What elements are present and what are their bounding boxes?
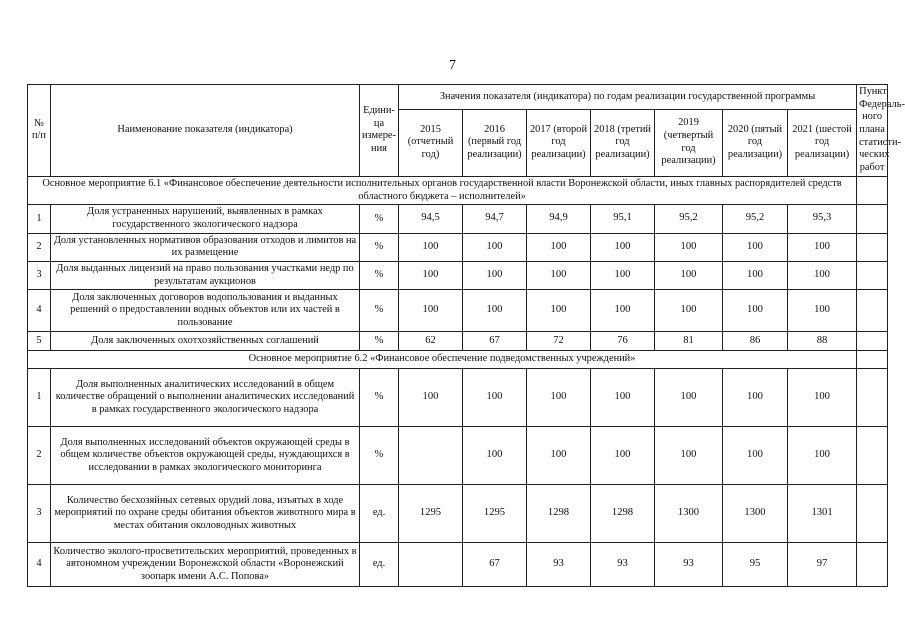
indicator-name: Доля выданных лицензий на право пользования участками недр по результатам аукционов	[51, 261, 360, 289]
unit-cell: %	[360, 332, 399, 351]
value-cell: 94,7	[463, 205, 527, 233]
plan-point-cell	[857, 369, 888, 427]
value-cell: 86	[723, 332, 788, 351]
value-cell: 95,1	[591, 205, 655, 233]
row-number: 5	[28, 332, 51, 351]
table-row	[28, 205, 888, 233]
section-title: Основное мероприятие 6.2 «Финансовое обеспечение подведомственных учреждений»	[28, 351, 857, 369]
value-cell: 93	[655, 543, 723, 587]
value-cell: 100	[788, 290, 857, 332]
indicator-name: Доля устраненных нарушений, выявленных в рамках государственного экологического надзора	[51, 205, 360, 233]
plan-point-cell	[857, 261, 888, 289]
table-row	[28, 427, 888, 485]
value-cell: 100	[527, 369, 591, 427]
value-cell: 100	[655, 369, 723, 427]
unit-cell: %	[360, 427, 399, 485]
value-cell: 100	[463, 290, 527, 332]
value-cell: 100	[399, 233, 463, 261]
value-cell	[399, 543, 463, 587]
indicator-name: Количество эколого-просветительских мероприятий, проведенных в автономном учреждении Воронежской области «Воронежский зоопарк имени А.С. Попова»	[51, 543, 360, 587]
header-year-2018: 2018 (третий год реализации)	[591, 109, 655, 176]
unit-cell: %	[360, 233, 399, 261]
header-year-2020: 2020 (пятый год реализации)	[723, 109, 788, 176]
row-number: 4	[28, 543, 51, 587]
unit-cell: %	[360, 369, 399, 427]
row-number: 4	[28, 290, 51, 332]
unit-cell: %	[360, 290, 399, 332]
value-cell: 100	[591, 290, 655, 332]
table-row	[28, 290, 888, 332]
value-cell: 1298	[527, 485, 591, 543]
value-cell: 93	[527, 543, 591, 587]
header-unit: Едини-ца измере-ния	[360, 85, 399, 177]
value-cell: 100	[463, 427, 527, 485]
plan-point-cell	[857, 485, 888, 543]
indicator-name: Доля выполненных аналитических исследований в общем количестве обращений о выполнении аналитических исследований в рамках государственного экологического надзора	[51, 369, 360, 427]
value-cell: 100	[463, 233, 527, 261]
value-cell: 100	[655, 261, 723, 289]
value-cell: 1295	[463, 485, 527, 543]
table-row	[28, 261, 888, 289]
value-cell: 95	[723, 543, 788, 587]
indicator-name: Доля заключенных договоров водопользования и выданных решений о предоставлении водных объектов или их частей в пользование	[51, 290, 360, 332]
value-cell: 1300	[723, 485, 788, 543]
value-cell: 100	[399, 290, 463, 332]
unit-cell: %	[360, 261, 399, 289]
value-cell: 100	[655, 233, 723, 261]
value-cell: 100	[591, 233, 655, 261]
value-cell: 100	[591, 427, 655, 485]
value-cell: 100	[788, 427, 857, 485]
indicator-name: Доля выполненных исследований объектов окружающей среды в общем количестве объектов окружающей среды, нуждающихся в исследовании в рамках экологического мониторинга	[51, 427, 360, 485]
table-row	[28, 332, 888, 351]
section-plan-cell	[857, 176, 888, 204]
value-cell: 88	[788, 332, 857, 351]
header-plan-point: Пункт Федераль-ного плана статисти-ческих работ	[857, 85, 888, 177]
plan-point-cell	[857, 290, 888, 332]
unit-cell: %	[360, 205, 399, 233]
value-cell: 72	[527, 332, 591, 351]
plan-point-cell	[857, 332, 888, 351]
value-cell: 100	[788, 261, 857, 289]
value-cell: 100	[463, 369, 527, 427]
value-cell: 100	[399, 369, 463, 427]
indicator-name: Количество бесхозяйных сетевых орудий лова, изъятых в ходе мероприятий по охране среды обитания объектов животного мира в местах обитания околоводных животных	[51, 485, 360, 543]
value-cell: 100	[788, 369, 857, 427]
header-year-2017: 2017 (второй год реализации)	[527, 109, 591, 176]
value-cell: 67	[463, 332, 527, 351]
table-row	[28, 233, 888, 261]
plan-point-cell	[857, 543, 888, 587]
unit-cell: ед.	[360, 543, 399, 587]
table-row	[28, 485, 888, 543]
indicator-name: Доля заключенных охотхозяйственных соглашений	[51, 332, 360, 351]
row-number: 2	[28, 233, 51, 261]
row-number: 1	[28, 205, 51, 233]
value-cell: 76	[591, 332, 655, 351]
header-year-2021: 2021 (шестой год реализации)	[788, 109, 857, 176]
table-row	[28, 369, 888, 427]
plan-point-cell	[857, 427, 888, 485]
row-number: 3	[28, 485, 51, 543]
value-cell: 100	[527, 261, 591, 289]
indicators-table	[27, 84, 905, 587]
value-cell: 94,5	[399, 205, 463, 233]
value-cell: 100	[591, 369, 655, 427]
value-cell: 100	[527, 233, 591, 261]
value-cell: 100	[655, 290, 723, 332]
value-cell: 95,2	[723, 205, 788, 233]
value-cell: 1295	[399, 485, 463, 543]
table-row	[28, 543, 888, 587]
page-number: 7	[449, 58, 456, 73]
value-cell: 81	[655, 332, 723, 351]
value-cell: 97	[788, 543, 857, 587]
unit-cell: ед.	[360, 485, 399, 543]
value-cell: 100	[723, 369, 788, 427]
header-name: Наименование показателя (индикатора)	[51, 85, 360, 177]
value-cell: 100	[723, 233, 788, 261]
value-cell: 95,3	[788, 205, 857, 233]
indicator-name: Доля установленных нормативов образования отходов и лимитов на их размещение	[51, 233, 360, 261]
value-cell: 1298	[591, 485, 655, 543]
header-year-2015: 2015 (отчетный год)	[399, 109, 463, 176]
value-cell: 100	[527, 290, 591, 332]
row-number: 1	[28, 369, 51, 427]
value-cell: 62	[399, 332, 463, 351]
header-year-2019: 2019 (четвертый год реализации)	[655, 109, 723, 176]
value-cell: 67	[463, 543, 527, 587]
value-cell: 100	[723, 261, 788, 289]
value-cell: 100	[723, 427, 788, 485]
value-cell: 95,2	[655, 205, 723, 233]
plan-point-cell	[857, 233, 888, 261]
section-plan-cell	[857, 351, 888, 369]
value-cell: 100	[788, 233, 857, 261]
value-cell: 1301	[788, 485, 857, 543]
header-values-title: Значения показателя (индикатора) по годам реализации государственной программы	[399, 85, 857, 110]
value-cell: 1300	[655, 485, 723, 543]
value-cell: 100	[527, 427, 591, 485]
value-cell	[399, 427, 463, 485]
row-number: 3	[28, 261, 51, 289]
header-year-2016: 2016 (первый год реализации)	[463, 109, 527, 176]
value-cell: 100	[655, 427, 723, 485]
plan-point-cell	[857, 205, 888, 233]
value-cell: 100	[463, 261, 527, 289]
row-number: 2	[28, 427, 51, 485]
value-cell: 100	[591, 261, 655, 289]
value-cell: 100	[723, 290, 788, 332]
section-title: Основное мероприятие 6.1 «Финансовое обеспечение деятельности исполнительных органов государственной власти Воронежской области, иных главных распорядителей средств областного бюджета – исполнителей»	[28, 176, 857, 204]
header-no: № п/п	[28, 85, 51, 177]
value-cell: 93	[591, 543, 655, 587]
value-cell: 94,9	[527, 205, 591, 233]
value-cell: 100	[399, 261, 463, 289]
